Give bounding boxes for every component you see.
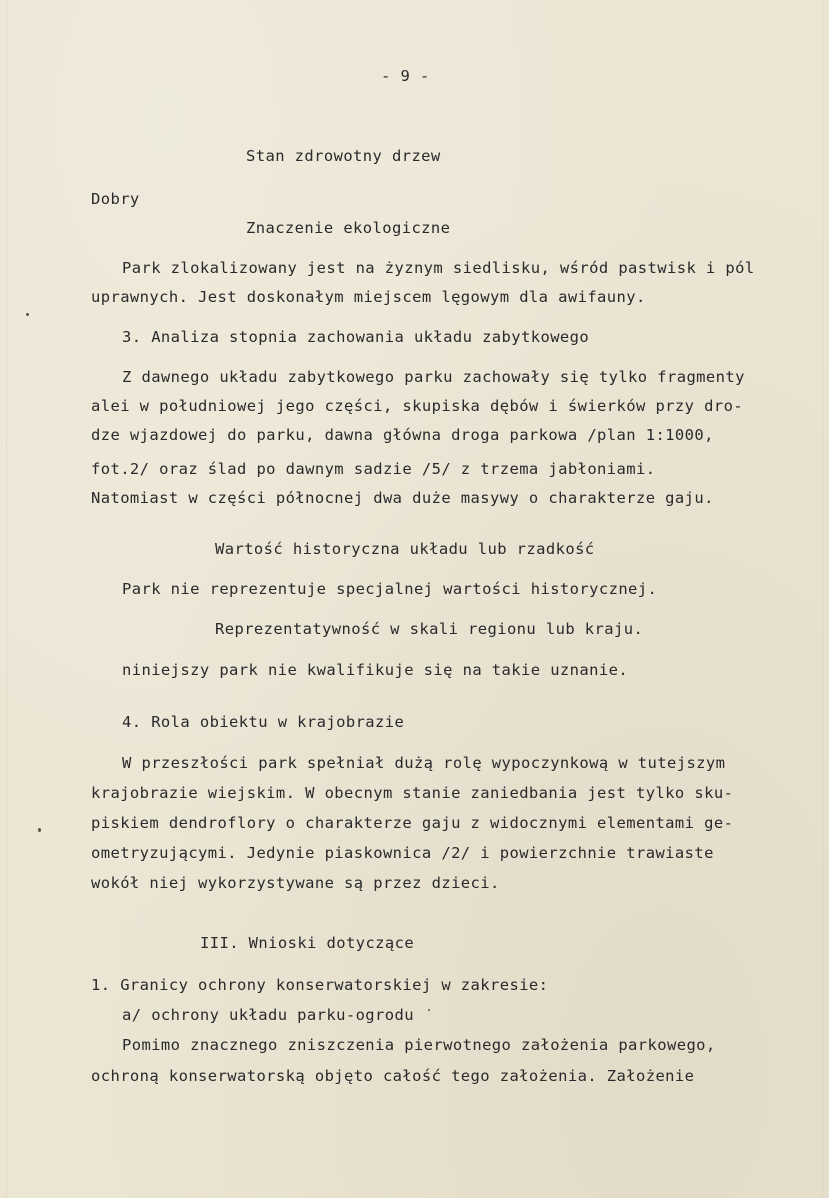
text-line: W przeszłości park spełniał dużą rolę wypoczynkową w tutejszym — [122, 754, 726, 772]
page-edge-shadow — [6, 0, 7, 1198]
section-heading: III. Wnioski dotyczące — [200, 934, 415, 952]
text-line: wokół niej wykorzystywane są przez dzieci. — [91, 874, 500, 892]
section-heading: Znaczenie ekologiczne — [246, 219, 451, 237]
paper-speck — [38, 828, 41, 832]
text-line: Natomiast w części północnej dwa duże masywy o charakterze gaju. — [91, 489, 714, 507]
text-line: fot.2/ oraz ślad po dawnym sadzie /5/ z trzema jabłoniami. — [91, 460, 656, 478]
text-line: niniejszy park nie kwalifikuje się na takie uznanie. — [122, 661, 629, 679]
text-line: piskiem dendroflory o charakterze gaju z widocznymi elementami ge- — [91, 814, 734, 832]
text-line: a/ ochrony układu parku-ogrodu — [122, 1006, 414, 1024]
section-heading: Stan zdrowotny drzew — [246, 147, 441, 165]
section-heading: 3. Analiza stopnia zachowania układu zabytkowego — [122, 328, 590, 346]
text-line: ochroną konserwatorską objęto całość tego założenia. Założenie — [91, 1067, 695, 1085]
text-line: uprawnych. Jest doskonałym miejscem lęgowym dla awifauny. — [91, 288, 646, 306]
paper-speck — [26, 313, 29, 316]
text-line: Dobry — [91, 190, 140, 208]
page-number: - 9 - — [381, 67, 430, 85]
text-line: dze wjazdowej do parku, dawna główna droga parkowa /plan 1:1000, — [91, 426, 714, 444]
paper-speck — [428, 1009, 430, 1011]
text-line: Z dawnego układu zabytkowego parku zachowały się tylko fragmenty — [122, 368, 745, 386]
text-line: Park nie reprezentuje specjalnej wartości historycznej. — [122, 580, 658, 598]
text-line: 1. Granicy ochrony konserwatorskiej w zakresie: — [91, 976, 549, 994]
text-line: Pomimo znacznego zniszczenia pierwotnego założenia parkowego, — [122, 1036, 716, 1054]
section-heading: Wartość historyczna układu lub rzadkość — [215, 540, 595, 558]
section-heading: 4. Rola obiektu w krajobrazie — [122, 713, 405, 731]
section-heading: Reprezentatywność w skali regionu lub kraju. — [215, 620, 644, 638]
text-line: Park zlokalizowany jest na żyznym siedlisku, wśród pastwisk i pól — [122, 259, 755, 277]
text-line: krajobrazie wiejskim. W obecnym stanie zaniedbania jest tylko sku- — [91, 784, 734, 802]
page-edge-shadow — [822, 0, 823, 1198]
text-line: ometryzującymi. Jedynie piaskownica /2/ i powierzchnie trawiaste — [91, 844, 714, 862]
text-line: alei w południowej jego części, skupiska dębów i świerków przy dro- — [91, 397, 744, 415]
